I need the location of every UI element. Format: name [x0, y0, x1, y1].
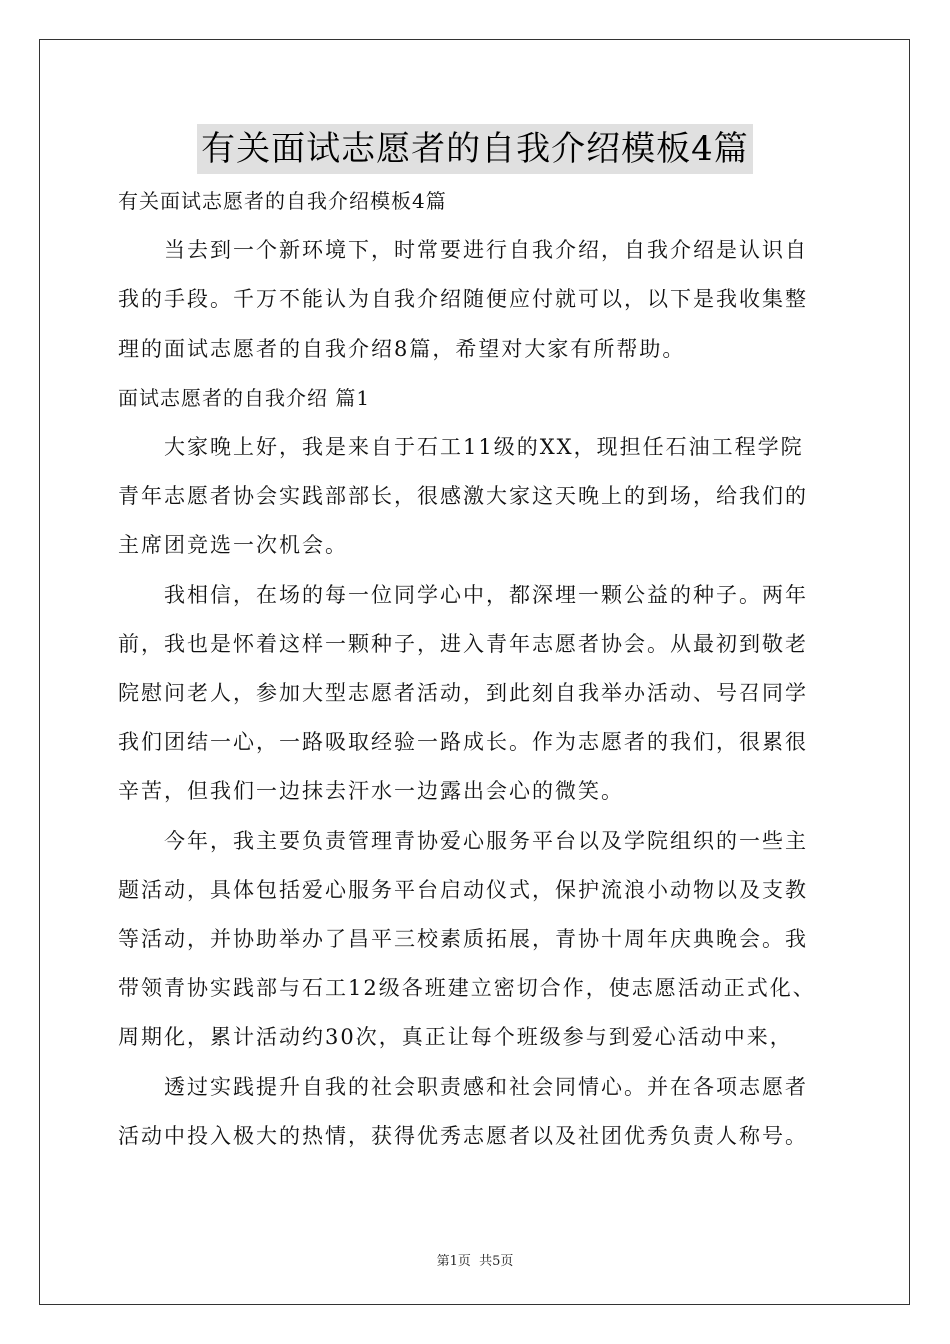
text-line: 院慰问老人，参加大型志愿者活动，到此刻自我举办活动、号召同学: [118, 681, 808, 706]
section-heading: 面试志愿者的自我介绍 篇1: [118, 385, 371, 410]
text-line: 我相信，在场的每一位同学心中，都深埋一颗公益的种子。两年: [164, 582, 808, 607]
paragraph-lines: [118, 226, 838, 1161]
document-subtitle: 有关面试志愿者的自我介绍模板4篇: [118, 189, 447, 213]
title-container: [0, 124, 950, 174]
text-line: 前，我也是怀着这样一颗种子，进入青年志愿者协会。从最初到敬老: [118, 631, 808, 656]
text-line: 大家晚上好，我是来自于石工11级的XX，现担任石油工程学院: [164, 435, 804, 460]
text-line: 透过实践提升自我的社会职责感和社会同情心。并在各项志愿者: [164, 1074, 808, 1099]
document-title: 有关面试志愿者的自我介绍模板4篇: [197, 124, 753, 174]
text-line: 主席团竞选一次机会。: [118, 533, 348, 558]
page-total: 共5页: [479, 1254, 514, 1269]
text-line: 青年志愿者协会实践部部长，很感激大家这天晚上的到场，给我们的: [118, 484, 808, 509]
text-line: 今年，我主要负责管理青协爱心服务平台以及学院组织的一些主: [164, 828, 808, 853]
text-line: 理的面试志愿者的自我介绍8篇，希望对大家有所帮助。: [118, 336, 686, 361]
text-line: 当去到一个新环境下，时常要进行自我介绍，自我介绍是认识自: [164, 238, 808, 263]
page-number: 第1页: [436, 1254, 471, 1269]
text-line: 周期化，累计活动约30次，真正让每个班级参与到爱心活动中来，: [118, 1025, 793, 1050]
document-body: [118, 177, 838, 1161]
text-line: 题活动，具体包括爱心服务平台启动仪式，保护流浪小动物以及支教: [118, 877, 808, 902]
text-line: 我的手段。千万不能认为自我介绍随便应付就可以，以下是我收集整: [118, 287, 808, 312]
text-line: 辛苦，但我们一边抹去汗水一边露出会心的微笑。: [118, 779, 624, 804]
page-footer: [0, 1250, 950, 1269]
text-line: 活动中投入极大的热情，获得优秀志愿者以及社团优秀负责人称号。: [118, 1123, 808, 1148]
text-line: 带领青协实践部与石工12级各班建立密切合作，使志愿活动正式化、: [118, 976, 816, 1001]
text-line: 等活动，并协助举办了昌平三校素质拓展，青协十周年庆典晚会。我: [118, 927, 808, 952]
text-line: 我们团结一心，一路吸取经验一路成长。作为志愿者的我们，很累很: [118, 730, 808, 755]
